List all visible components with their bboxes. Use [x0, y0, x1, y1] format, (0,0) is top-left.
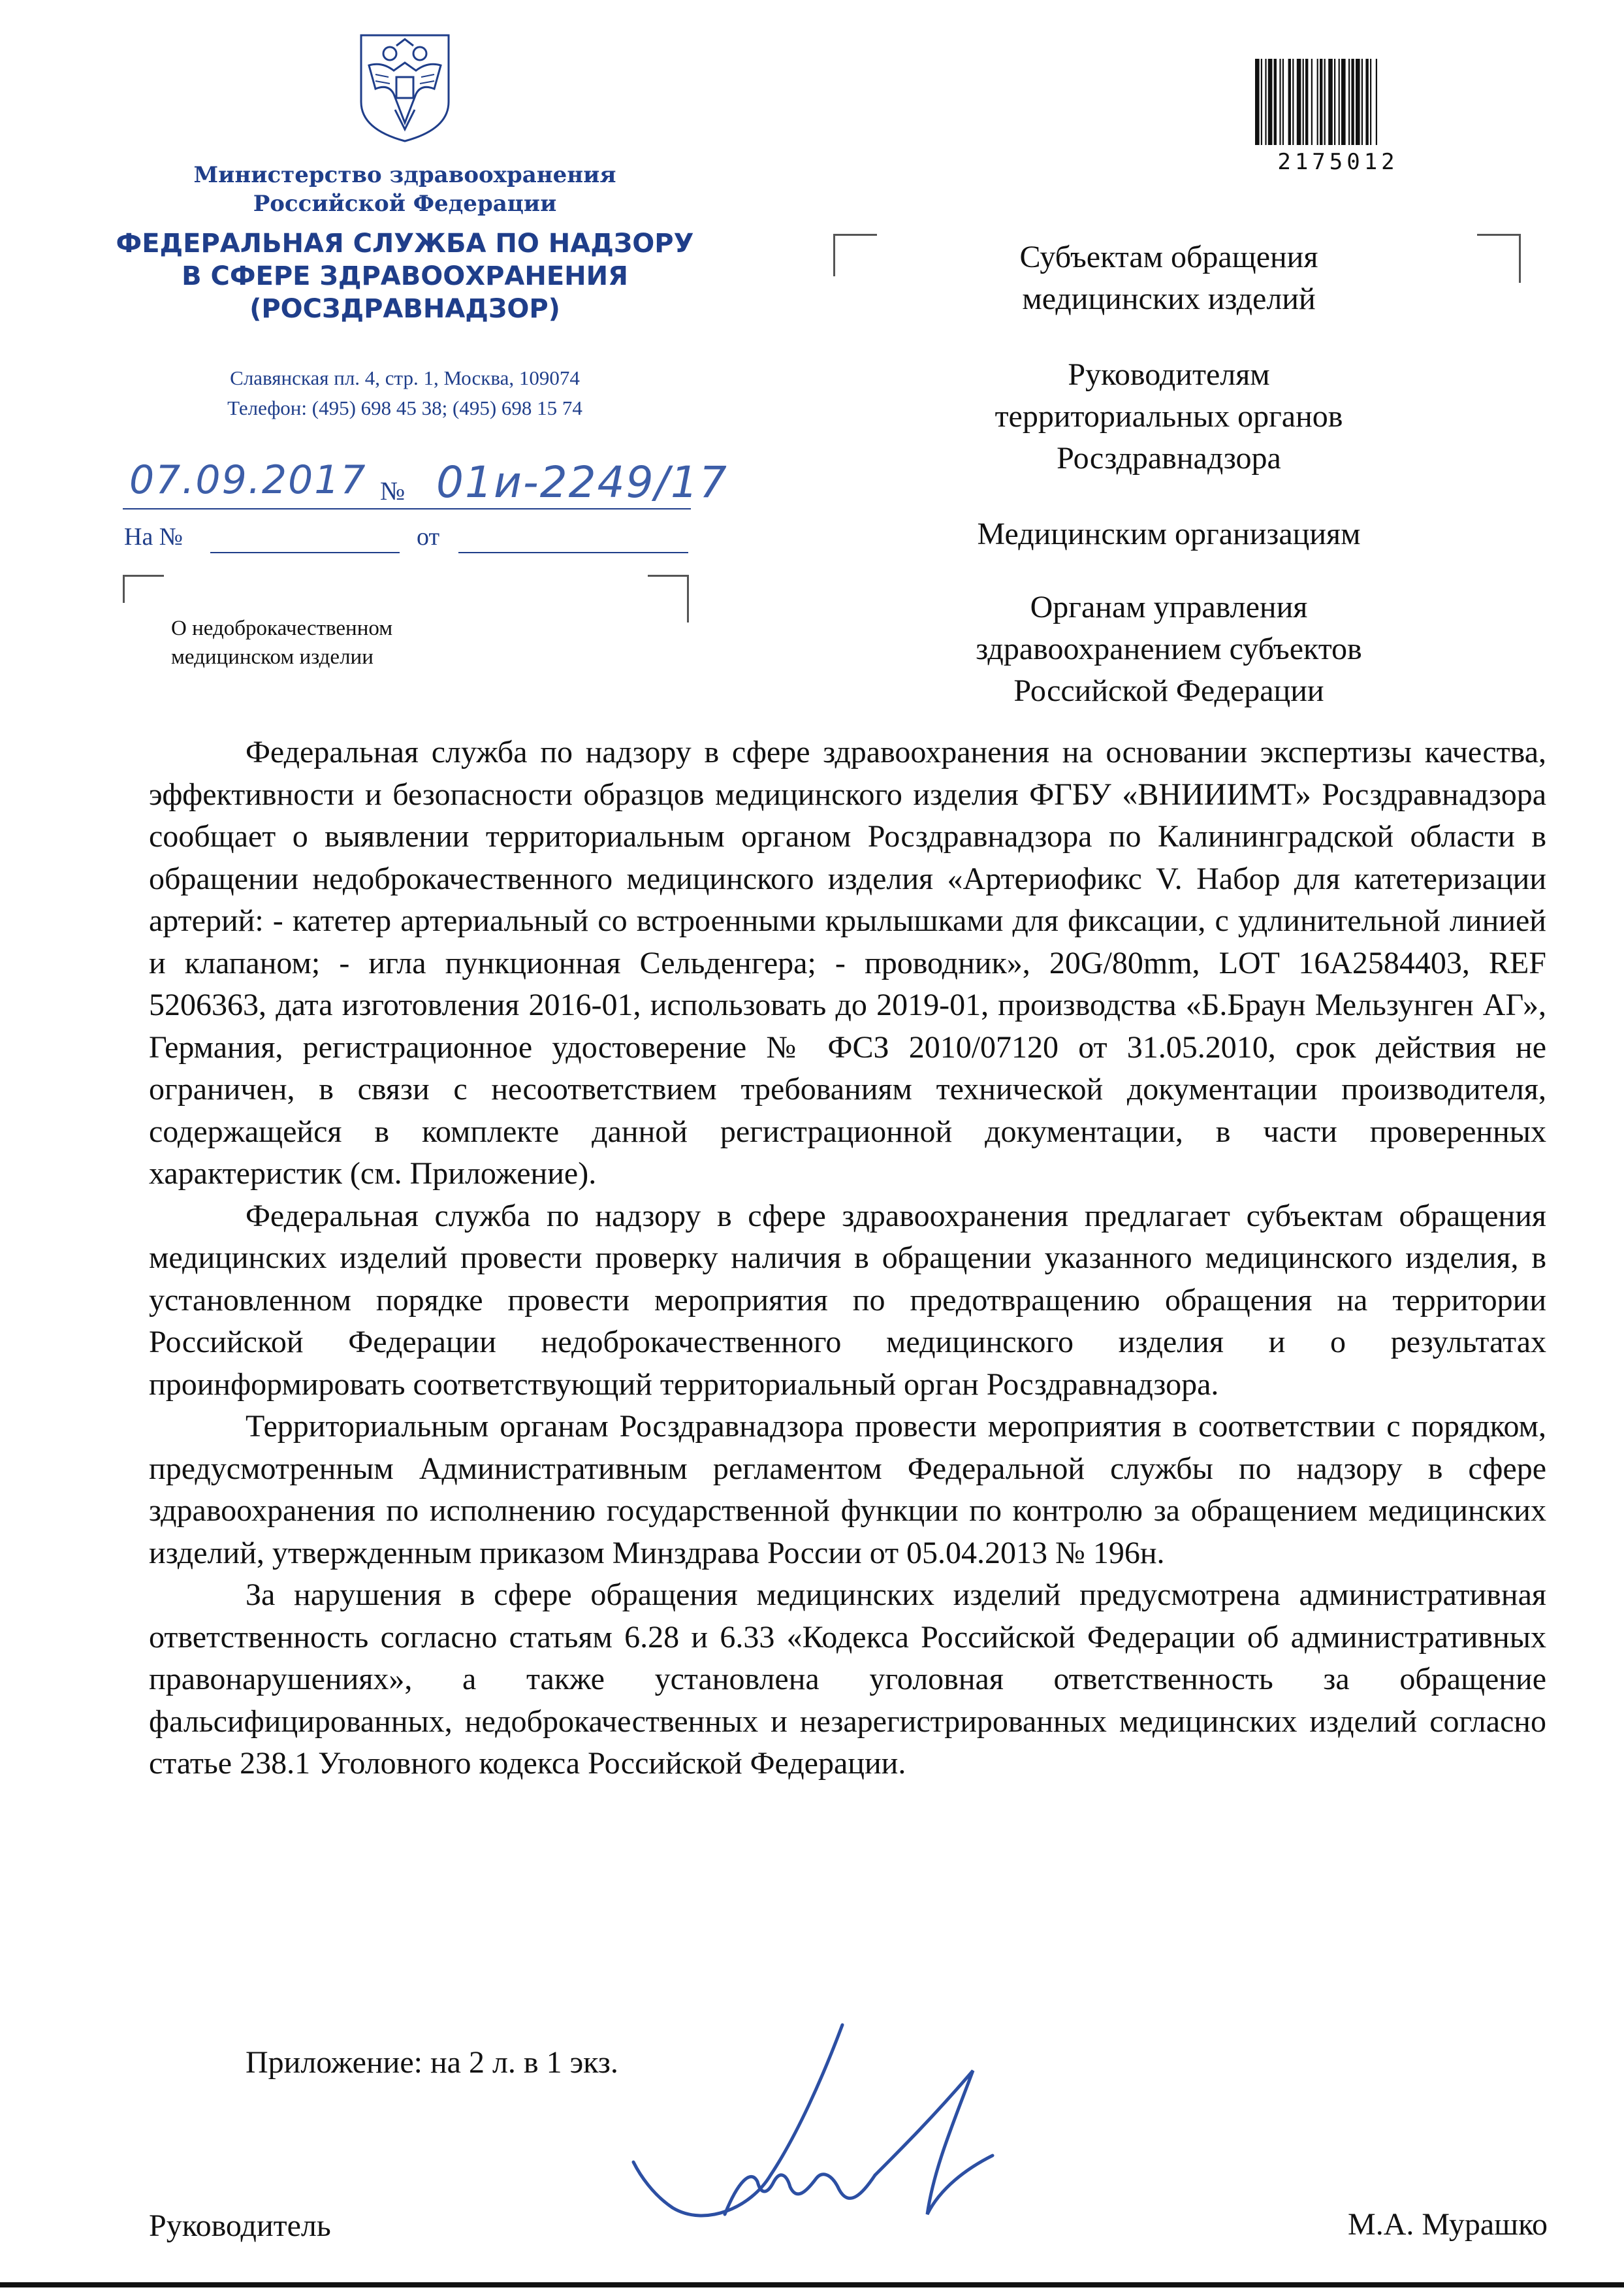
- body-paragraph-3: Территориальным органам Росздравнадзора провести мероприятия в соответствии с порядком, предусмотренным Административным регламентом Федеральной службы по надзору в сфере здравоохранения по исполнению государственной функции по контролю за обращением медицинских изделий, утвержденным приказом Минздрава России от 05.04.2013 № 196н.: [149, 1409, 1546, 1570]
- barcode-bar: [1361, 59, 1363, 145]
- handwritten-signature: [627, 2018, 1084, 2234]
- barcode-bar: [1288, 59, 1291, 145]
- addressee-line: Росздравнадзора: [1057, 441, 1281, 476]
- coat-of-arms-emblem: [356, 31, 454, 144]
- registration-date: 07.09.2017: [129, 457, 367, 503]
- body-paragraph-2: Федеральная служба по надзору в сфере здравоохранения предлагает субъектам обращения медицинских изделий провести проверку наличия в обращении указанного медицинского изделия, в установленном порядке провести мероприятия по предотвращению обращения на территории Российской Федерации недоброкачественного медицинского изделия и о результатах проинформировать соответствующий территориальный орган Росздравнадзора.: [149, 1198, 1546, 1402]
- barcode-bar: [1303, 59, 1304, 145]
- reply-to-number-line: [210, 552, 400, 553]
- barcode-bar: [1292, 59, 1294, 145]
- signatory-position: Руководитель: [149, 2208, 331, 2243]
- addressee-line: территориальных органов: [995, 399, 1343, 434]
- barcode: [1252, 59, 1424, 149]
- barcode-number: 2175012: [1277, 149, 1399, 175]
- signatory-name: М.А. Мурашко: [1348, 2207, 1548, 2242]
- addressee-line: Российской Федерации: [1013, 673, 1324, 708]
- ministry-name-line-1: Министерство здравоохранения: [193, 162, 616, 188]
- barcode-bar: [1370, 59, 1371, 145]
- scan-bottom-border: [0, 2282, 1624, 2287]
- addressee-corner-left: [833, 234, 877, 276]
- addressee-medical-organizations: [882, 513, 1456, 555]
- addressee-line: Руководителям: [1068, 357, 1270, 392]
- addressee-line: Органам управления: [1030, 590, 1308, 624]
- registration-underline: [123, 508, 691, 509]
- registration-number: 01и-2249/17: [436, 457, 728, 508]
- barcode-bar: [1324, 59, 1326, 145]
- addressee-corner-right: [1477, 234, 1521, 283]
- barcode-bar: [1351, 59, 1354, 145]
- barcode-bar: [1305, 59, 1308, 145]
- barcode-bar: [1328, 59, 1333, 145]
- barcode-bar: [1339, 59, 1340, 145]
- addressee-subjects: [882, 236, 1456, 320]
- barcode-bar: [1265, 59, 1266, 145]
- subject-corner-right: [648, 575, 689, 622]
- addressee-line: медицинских изделий: [1022, 282, 1316, 316]
- barcode-bar: [1341, 59, 1346, 145]
- addressee-line: Субъектам обращения: [1019, 240, 1318, 274]
- addressee-line: здравоохранением субъектов: [976, 632, 1362, 666]
- reply-from-label: от: [417, 523, 440, 551]
- barcode-bar: [1317, 59, 1318, 145]
- barcode-bar: [1255, 59, 1260, 145]
- office-address: Славянская пл. 4, стр. 1, Москва, 109074: [230, 366, 580, 389]
- addressee-health-authorities: [882, 587, 1456, 712]
- barcode-bar: [1279, 59, 1281, 145]
- barcode-bar: [1320, 59, 1322, 145]
- body-paragraph-1: Федеральная служба по надзору в сфере здравоохранения на основании экспертизы качества, эффективности и безопасности образцов медицинского изделия ФГБУ «ВНИИИМТ» Росздравнадзора сообщает о выявлении территориальным органом Росздравнадзора по Калининградской области в обращении недоброкачественного медицинского изделия «Артериофикс V. Набор для катетеризации артерий: - катетер артериальный со встроенными крылышками для фиксации, с удлинительной линией и клапаном; - игла пункционная Сельденгера; - проводник», 20G/80mm, LOT 16A2584403, REF 5206363, дата изготовления 2016-01, использовать до 2019-01, производства «Б.Браун Мельзунген АГ», Германия, регистрационное удостоверение № ФСЗ 2010/07120 от 31.05.2010, срок действия не ограничен, в связи с несоответствием требованиям технической документации производителя, содержащейся в комплекте данной регистрационной документации, в части проверенных характеристик (см. Приложение).: [149, 735, 1546, 1191]
- barcode-bar: [1268, 59, 1273, 145]
- reply-from-date-line: [458, 552, 688, 553]
- letter-body: [149, 732, 1546, 1785]
- ministry-name-line-2: Российской Федерации: [253, 191, 557, 217]
- office-phone: Телефон: (495) 698 45 38; (495) 698 15 74: [227, 396, 582, 419]
- service-name-line-1: ФЕДЕРАЛЬНАЯ СЛУЖБА ПО НАДЗОРУ: [116, 229, 694, 259]
- barcode-bar: [1274, 59, 1277, 145]
- barcode-bar: [1311, 59, 1313, 145]
- registration-number-sign: №: [380, 476, 406, 506]
- subject-line-1: О недоброкачественном: [171, 617, 393, 640]
- barcode-bar: [1376, 59, 1377, 145]
- barcode-bar: [1261, 59, 1262, 145]
- letter-subject: [171, 614, 392, 671]
- subject-line-2: медицинском изделии: [171, 645, 374, 669]
- body-paragraph-4: За нарушения в сфере обращения медицинских изделий предусмотрена административная ответственность согласно статьям 6.28 и 6.33 «Кодекса Российской Федерации об административных правонарушениях», а также установлена уголовная ответственность за обращение фальсифицированных, недоброкачественных и незарегистрированных медицинских изделий согласно статье 238.1 Уголовного кодекса Российской Федерации.: [149, 1577, 1546, 1781]
- service-name-line-3: (РОСЗДРАВНАДЗОР): [249, 294, 560, 324]
- addressee-territorial-heads: [882, 354, 1456, 479]
- barcode-bar: [1365, 59, 1368, 145]
- reply-to-label: На №: [124, 523, 183, 551]
- barcode-bar: [1282, 59, 1284, 145]
- subject-corner-left: [123, 575, 164, 603]
- addressee-line: Медицинским организациям: [977, 517, 1361, 551]
- barcode-bar: [1348, 59, 1350, 145]
- barcode-bar: [1297, 59, 1301, 145]
- barcode-bar: [1356, 59, 1360, 145]
- barcode-bar: [1334, 59, 1335, 145]
- attachment-note: Приложение: на 2 л. в 1 экз.: [246, 2045, 618, 2080]
- service-name-line-2: В СФЕРЕ ЗДРАВООХРАНЕНИЯ: [182, 261, 628, 291]
